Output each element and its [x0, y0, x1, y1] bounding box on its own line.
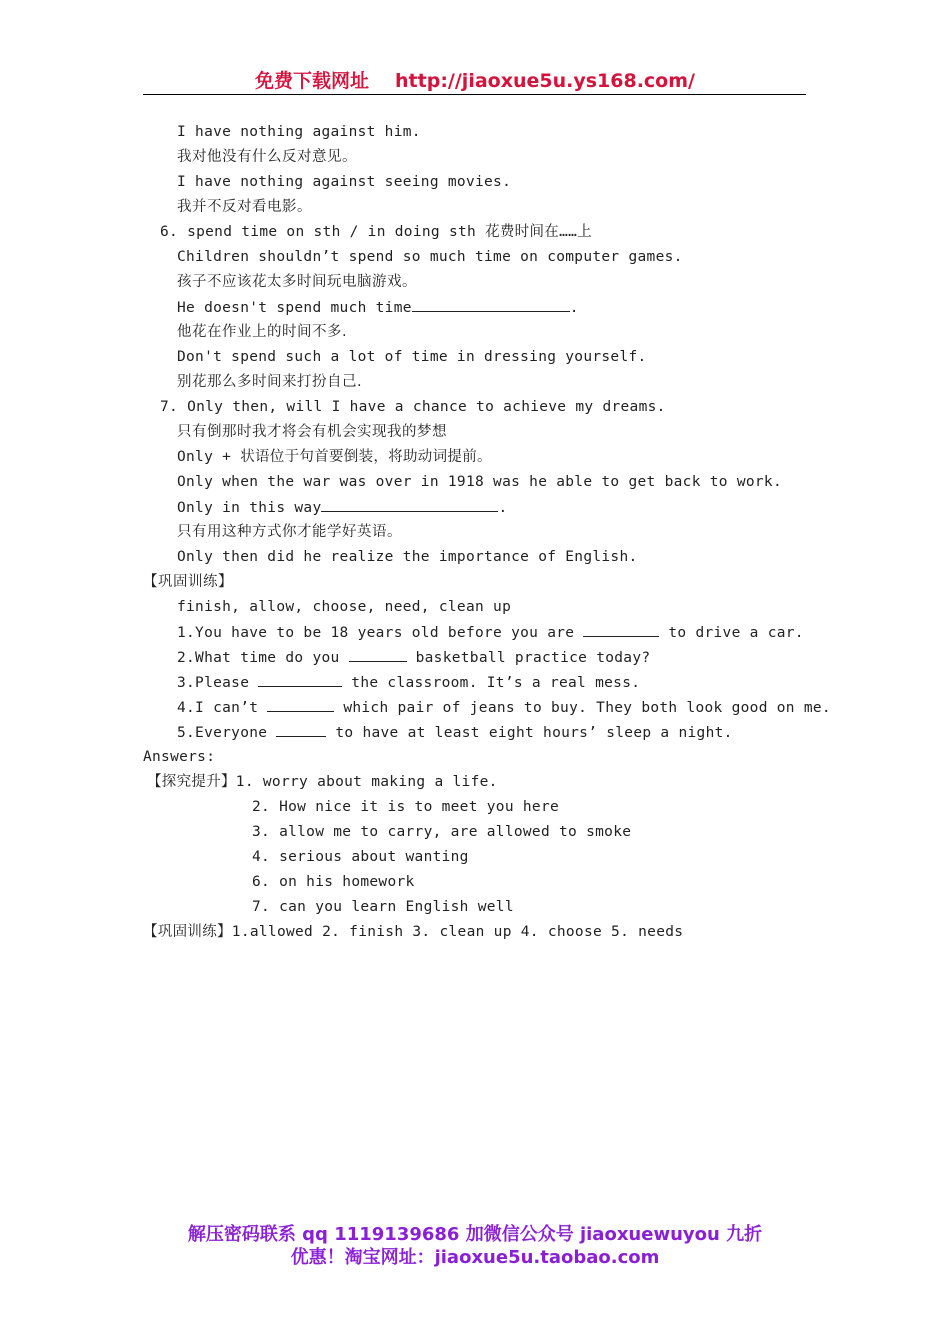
answer-line: 【巩固训练】1.allowed 2. finish 3. clean up 4. choose 5. needs: [143, 924, 684, 940]
exercise-line: [177, 648, 650, 667]
line-text: which pair of jeans to buy. They both look good on me.: [334, 700, 831, 716]
text-line: 我对他没有什么反对意见。: [177, 149, 357, 165]
answer-line: 【探究提升】1. worry about making a life.: [147, 774, 498, 790]
page-header: [0, 66, 950, 93]
line-text: .: [498, 500, 508, 516]
line-text: basketball practice today?: [406, 650, 651, 666]
answer-line: 3. allow me to carry, are allowed to smoke: [252, 824, 632, 840]
text-line: 只有用这种方式你才能学好英语。: [177, 524, 402, 540]
word-bank: finish, allow, choose, need, clean up: [177, 599, 512, 615]
text-line: I have nothing against seeing movies.: [177, 174, 512, 190]
answer-blank[interactable]: [258, 673, 342, 687]
text-line: 别花那么多时间来打扮自己.: [177, 374, 363, 390]
answer-line: 6. on his homework: [252, 874, 415, 890]
text-line: Only when the war was over in 1918 was he able to get back to work.: [177, 474, 782, 490]
line-text: 5.Everyone: [177, 725, 277, 741]
exercise-line: [177, 723, 733, 742]
header-url[interactable]: http://jiaoxue5u.ys168.com/: [395, 70, 695, 92]
text-line: 孩子不应该花太多时间玩电脑游戏。: [177, 274, 417, 290]
answer-blank[interactable]: [267, 698, 334, 712]
text-line: 6. spend time on sth / in doing sth 花费时间在……上: [160, 224, 592, 240]
exercise-line: [177, 498, 508, 517]
text-line: 他花在作业上的时间不多.: [177, 324, 348, 340]
answer-line: 4. serious about wanting: [252, 849, 469, 865]
answer-blank[interactable]: [412, 298, 570, 312]
line-text: to drive a car.: [659, 625, 804, 641]
text-line: Only + 状语位于句首要倒装，将助动词提前。: [177, 449, 492, 465]
text-line: 我并不反对看电影。: [177, 199, 312, 215]
section-heading: 【巩固训练】: [143, 574, 233, 590]
header-label: 免费下载网址: [255, 70, 370, 92]
answer-blank[interactable]: [583, 623, 659, 637]
answers-heading: Answers:: [143, 749, 216, 765]
exercise-line: [177, 698, 831, 717]
text-line: I have nothing against him.: [177, 124, 421, 140]
text-line: Only then did he realize the importance of English.: [177, 549, 638, 565]
answer-blank[interactable]: [321, 498, 498, 512]
answer-line: 2. How nice it is to meet you here: [252, 799, 560, 815]
line-text: 2.What time do you: [177, 650, 349, 666]
answer-line: 7. can you learn English well: [252, 899, 514, 915]
line-text: Only in this way: [177, 500, 322, 516]
header-rule: [143, 94, 806, 95]
text-line: Children shouldn’t spend so much time on computer games.: [177, 249, 683, 265]
text-line: 7. Only then, will I have a chance to achieve my dreams.: [160, 399, 666, 415]
answer-blank[interactable]: [349, 648, 407, 662]
line-text: .: [569, 300, 579, 316]
line-text: to have at least eight hours’ sleep a night.: [326, 725, 733, 741]
text-line: Don't spend such a lot of time in dressing yourself.: [177, 349, 647, 365]
line-text: the classroom. It’s a real mess.: [342, 675, 641, 691]
exercise-line: [177, 673, 640, 692]
exercise-line: [177, 298, 579, 317]
answer-blank[interactable]: [276, 723, 326, 737]
line-text: 4.I can’t: [177, 700, 268, 716]
text-line: 只有倒那时我才将会有机会实现我的梦想: [177, 424, 447, 440]
exercise-line: [177, 623, 804, 642]
footer-line-1: 解压密码联系 qq 1119139686 加微信公众号 jiaoxuewuyou 九折: [187, 1224, 763, 1245]
line-text: 3.Please: [177, 675, 259, 691]
line-text: He doesn't spend much time: [177, 300, 412, 316]
footer-line-2: 优惠！淘宝网址：jiaoxue5u.taobao.com: [290, 1247, 660, 1268]
line-text: 1.You have to be 18 years old before you are: [177, 625, 584, 641]
